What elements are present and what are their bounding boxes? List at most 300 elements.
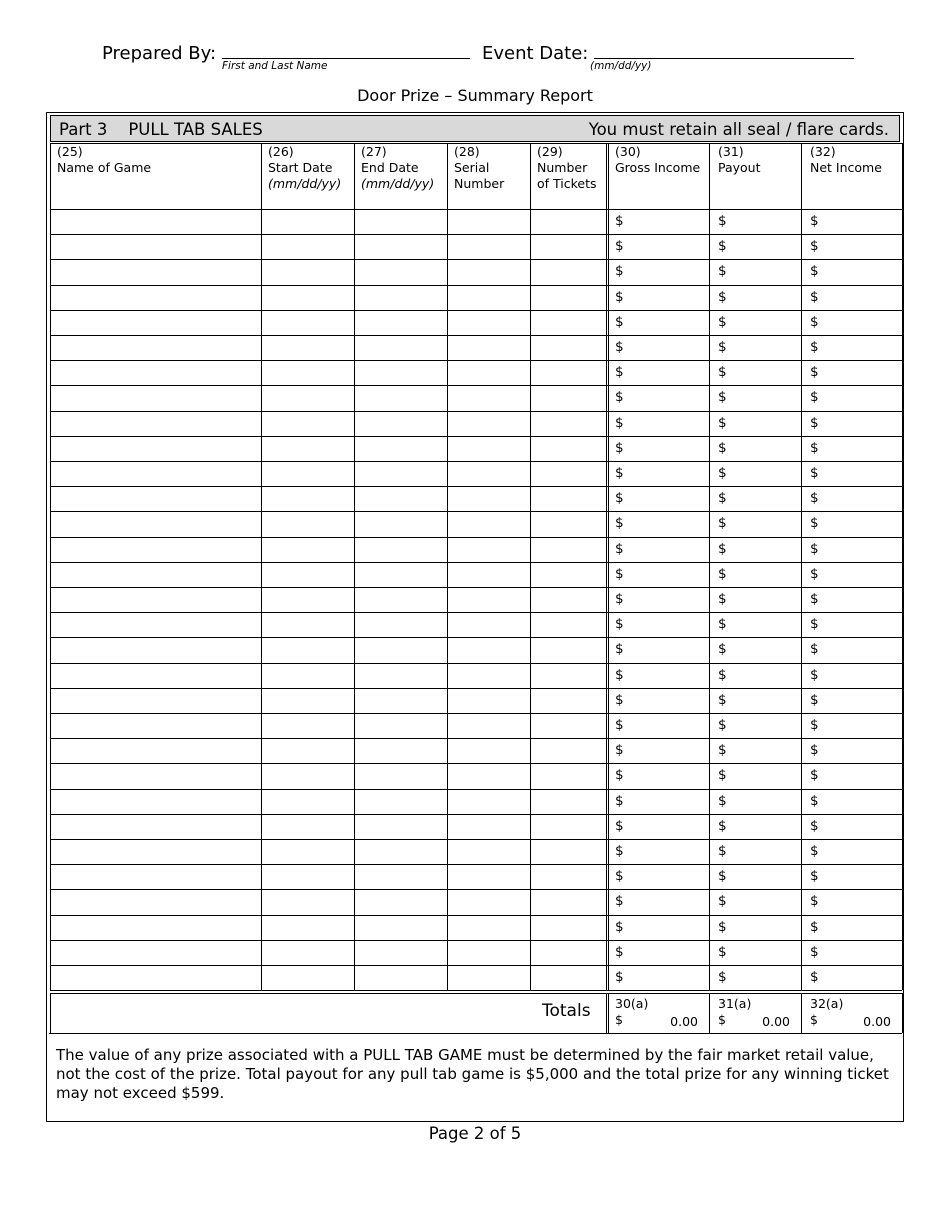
table-cell[interactable] [531, 865, 605, 888]
table-cell[interactable] [262, 689, 353, 712]
table-cell[interactable] [802, 613, 901, 636]
table-cell[interactable] [710, 865, 800, 888]
table-cell[interactable] [710, 210, 800, 233]
table-cell[interactable] [802, 437, 901, 460]
table-cell[interactable] [51, 840, 260, 863]
table-cell[interactable] [802, 412, 901, 435]
table-cell[interactable] [710, 890, 800, 913]
table-cell[interactable] [710, 588, 800, 611]
table-cell[interactable] [531, 487, 605, 510]
table-cell[interactable] [355, 664, 446, 687]
table-cell[interactable] [448, 412, 529, 435]
table-cell[interactable] [355, 966, 446, 989]
table-cell[interactable] [531, 437, 605, 460]
table-cell[interactable] [355, 260, 446, 283]
table-cell[interactable] [448, 210, 529, 233]
table-cell[interactable] [531, 890, 605, 913]
table-cell[interactable] [710, 260, 800, 283]
table-cell[interactable] [531, 361, 605, 384]
table-cell[interactable] [355, 613, 446, 636]
table-cell[interactable] [448, 487, 529, 510]
currency-symbol: $ [810, 969, 819, 985]
table-cell[interactable] [802, 538, 901, 561]
table-cell[interactable] [531, 689, 605, 712]
column-number: (27) [361, 144, 387, 159]
table-cell[interactable] [262, 840, 353, 863]
table-cell[interactable] [51, 790, 260, 813]
table-cell[interactable] [802, 260, 901, 283]
currency-symbol: $ [615, 817, 624, 834]
table-cell[interactable] [710, 286, 800, 309]
table-cell[interactable] [710, 664, 800, 687]
report-title: Door Prize – Summary Report [357, 86, 593, 105]
column-header [718, 144, 800, 176]
table-cell[interactable] [51, 462, 260, 485]
table-cell[interactable] [607, 563, 708, 586]
table-cell[interactable] [802, 563, 901, 586]
table-cell[interactable] [802, 361, 901, 384]
table-cell[interactable] [355, 890, 446, 913]
table-cell[interactable] [51, 361, 260, 384]
table-cell[interactable] [802, 664, 901, 687]
table-cell[interactable] [448, 286, 529, 309]
total-cell[interactable] [609, 994, 708, 1032]
table-cell[interactable] [802, 588, 901, 611]
table-cell[interactable] [802, 487, 901, 510]
table-cell[interactable] [448, 588, 529, 611]
table-cell[interactable] [607, 412, 708, 435]
currency-symbol: $ [718, 238, 727, 255]
table-cell[interactable] [607, 790, 708, 813]
table-cell[interactable] [802, 235, 901, 258]
currency-symbol: $ [718, 313, 727, 330]
table-cell[interactable] [262, 260, 353, 283]
table-cell[interactable] [355, 311, 446, 334]
table-cell[interactable] [355, 538, 446, 561]
table-cell[interactable] [531, 739, 605, 762]
table-cell[interactable] [448, 260, 529, 283]
table-cell[interactable] [262, 790, 353, 813]
table-cell[interactable] [607, 613, 708, 636]
table-cell[interactable] [448, 361, 529, 384]
currency-symbol: $ [718, 439, 727, 456]
table-cell[interactable] [802, 336, 901, 359]
table-cell[interactable] [802, 638, 901, 661]
table-cell[interactable] [355, 840, 446, 863]
table-cell[interactable] [802, 764, 901, 787]
part-label: Part 3 [59, 120, 108, 139]
table-cell[interactable] [607, 437, 708, 460]
table-cell[interactable] [710, 790, 800, 813]
table-cell[interactable] [607, 941, 708, 964]
table-cell[interactable] [262, 437, 353, 460]
table-cell[interactable] [262, 638, 353, 661]
table-cell[interactable] [51, 613, 260, 636]
table-cell[interactable] [448, 790, 529, 813]
table-cell[interactable] [262, 538, 353, 561]
table-cell[interactable] [262, 311, 353, 334]
table-cell[interactable] [51, 689, 260, 712]
currency-symbol: $ [615, 1012, 623, 1028]
table-cell[interactable] [531, 336, 605, 359]
table-cell[interactable] [607, 890, 708, 913]
table-cell[interactable] [710, 764, 800, 787]
table-cell[interactable] [51, 714, 260, 737]
table-cell[interactable] [710, 361, 800, 384]
table-cell[interactable] [262, 739, 353, 762]
part-title [59, 120, 263, 139]
table-cell[interactable] [710, 815, 800, 838]
table-cell[interactable] [607, 311, 708, 334]
table-cell[interactable] [262, 815, 353, 838]
table-cell[interactable] [355, 865, 446, 888]
table-cell[interactable] [51, 664, 260, 687]
table-cell[interactable] [802, 966, 901, 989]
table-cell[interactable] [51, 865, 260, 888]
column-header [57, 144, 258, 176]
table-cell[interactable] [262, 613, 353, 636]
currency-symbol: $ [718, 288, 727, 305]
table-cell[interactable] [607, 286, 708, 309]
table-cell[interactable] [355, 790, 446, 813]
table-cell[interactable] [355, 941, 446, 964]
table-cell[interactable] [531, 462, 605, 485]
table-cell[interactable] [802, 790, 901, 813]
table-cell[interactable] [355, 739, 446, 762]
table-cell[interactable] [710, 336, 800, 359]
table-cell[interactable] [531, 563, 605, 586]
table-cell[interactable] [262, 764, 353, 787]
table-cell[interactable] [531, 714, 605, 737]
column-label: Payout [718, 160, 761, 175]
table-cell[interactable] [710, 386, 800, 409]
currency-symbol: $ [810, 565, 819, 582]
table-cell[interactable] [355, 714, 446, 737]
table-cell[interactable] [710, 487, 800, 510]
table-cell[interactable] [448, 638, 529, 661]
table-cell[interactable] [607, 588, 708, 611]
table-cell[interactable] [531, 966, 605, 989]
table-cell[interactable] [531, 311, 605, 334]
table-cell[interactable] [355, 462, 446, 485]
table-cell[interactable] [607, 361, 708, 384]
table-cell[interactable] [531, 286, 605, 309]
currency-symbol: $ [615, 717, 624, 733]
currency-symbol: $ [810, 1012, 818, 1028]
table-cell[interactable] [531, 840, 605, 863]
table-cell[interactable] [355, 764, 446, 787]
column-header [537, 144, 603, 192]
table-cell[interactable] [262, 487, 353, 510]
currency-symbol: $ [810, 666, 819, 683]
table-cell[interactable] [51, 437, 260, 460]
table-cell[interactable] [262, 512, 353, 535]
table-cell[interactable] [531, 790, 605, 813]
currency-symbol: $ [615, 515, 624, 532]
table-cell[interactable] [262, 890, 353, 913]
table-cell[interactable] [710, 916, 800, 939]
total-cell[interactable] [804, 994, 901, 1032]
table-cell[interactable] [262, 235, 353, 258]
table-cell[interactable] [802, 512, 901, 535]
table-cell[interactable] [531, 613, 605, 636]
table-cell[interactable] [262, 941, 353, 964]
currency-symbol: $ [615, 691, 624, 708]
table-cell[interactable] [710, 235, 800, 258]
table-cell[interactable] [355, 437, 446, 460]
table-cell[interactable] [607, 916, 708, 939]
table-cell[interactable] [448, 840, 529, 863]
table-cell[interactable] [51, 739, 260, 762]
table-cell[interactable] [607, 664, 708, 687]
table-cell[interactable] [607, 966, 708, 989]
table-cell[interactable] [355, 815, 446, 838]
table-cell[interactable] [355, 361, 446, 384]
table-cell[interactable] [448, 563, 529, 586]
table-cell[interactable] [802, 865, 901, 888]
table-cell[interactable] [51, 966, 260, 989]
table-cell[interactable] [607, 714, 708, 737]
table-cell[interactable] [51, 638, 260, 661]
table-cell[interactable] [51, 260, 260, 283]
table-cell[interactable] [51, 386, 260, 409]
table-cell[interactable] [51, 235, 260, 258]
table-cell[interactable] [531, 916, 605, 939]
table-cell[interactable] [355, 235, 446, 258]
table-cell[interactable] [448, 714, 529, 737]
currency-symbol: $ [718, 969, 727, 985]
table-cell[interactable] [607, 462, 708, 485]
table-cell[interactable] [448, 739, 529, 762]
currency-symbol: $ [810, 313, 819, 330]
table-cell[interactable] [448, 941, 529, 964]
column-header [810, 144, 901, 176]
table-cell[interactable] [262, 386, 353, 409]
table-cell[interactable] [51, 412, 260, 435]
table-cell[interactable] [51, 311, 260, 334]
column-label: Number of Tickets [537, 160, 597, 191]
table-cell[interactable] [448, 613, 529, 636]
table-cell[interactable] [262, 336, 353, 359]
table-cell[interactable] [448, 386, 529, 409]
currency-symbol: $ [615, 641, 624, 658]
currency-symbol: $ [615, 792, 624, 809]
table-cell[interactable] [607, 865, 708, 888]
currency-symbol: $ [615, 313, 624, 330]
table-cell[interactable] [51, 916, 260, 939]
table-cell[interactable] [710, 966, 800, 989]
table-cell[interactable] [607, 815, 708, 838]
table-cell[interactable] [262, 588, 353, 611]
table-cell[interactable] [802, 386, 901, 409]
table-cell[interactable] [448, 764, 529, 787]
table-cell[interactable] [710, 563, 800, 586]
table-cell[interactable] [355, 588, 446, 611]
table-cell[interactable] [710, 462, 800, 485]
table-cell[interactable] [531, 538, 605, 561]
table-cell[interactable] [531, 941, 605, 964]
table-cell[interactable] [802, 311, 901, 334]
table-cell[interactable] [802, 689, 901, 712]
table-cell[interactable] [51, 890, 260, 913]
table-cell[interactable] [448, 865, 529, 888]
table-cell[interactable] [448, 336, 529, 359]
table-cell[interactable] [802, 286, 901, 309]
table-cell[interactable] [355, 689, 446, 712]
table-cell[interactable] [607, 235, 708, 258]
table-cell[interactable] [448, 664, 529, 687]
total-value: 0.00 [863, 1014, 891, 1030]
table-cell[interactable] [448, 916, 529, 939]
table-cell[interactable] [51, 588, 260, 611]
table-cell[interactable] [262, 664, 353, 687]
table-cell[interactable] [531, 260, 605, 283]
table-cell[interactable] [607, 764, 708, 787]
table-cell[interactable] [607, 840, 708, 863]
table-cell[interactable] [262, 865, 353, 888]
table-cell[interactable] [51, 286, 260, 309]
table-cell[interactable] [51, 941, 260, 964]
table-cell[interactable] [355, 487, 446, 510]
table-cell[interactable] [710, 538, 800, 561]
table-cell[interactable] [51, 336, 260, 359]
table-cell[interactable] [531, 210, 605, 233]
table-cell[interactable] [355, 286, 446, 309]
table-cell[interactable] [710, 689, 800, 712]
table-cell[interactable] [262, 286, 353, 309]
table-cell[interactable] [531, 764, 605, 787]
table-cell[interactable] [262, 412, 353, 435]
table-cell[interactable] [531, 588, 605, 611]
table-cell[interactable] [802, 916, 901, 939]
table-cell[interactable] [607, 638, 708, 661]
table-cell[interactable] [262, 916, 353, 939]
table-cell[interactable] [607, 739, 708, 762]
table-cell[interactable] [607, 689, 708, 712]
table-cell[interactable] [355, 210, 446, 233]
column-label: Net Income [810, 160, 882, 175]
table-cell[interactable] [710, 941, 800, 964]
table-cell[interactable] [531, 235, 605, 258]
table-cell[interactable] [710, 739, 800, 762]
currency-symbol: $ [718, 540, 727, 557]
table-cell[interactable] [531, 815, 605, 838]
currency-symbol: $ [615, 238, 624, 255]
currency-symbol: $ [718, 490, 727, 507]
currency-symbol: $ [810, 943, 819, 960]
table-cell[interactable] [802, 462, 901, 485]
table-cell[interactable] [710, 613, 800, 636]
total-cell[interactable] [712, 994, 800, 1032]
table-cell[interactable] [607, 538, 708, 561]
currency-symbol: $ [615, 943, 624, 960]
table-cell[interactable] [262, 563, 353, 586]
currency-symbol: $ [718, 868, 727, 885]
currency-symbol: $ [615, 565, 624, 582]
currency-symbol: $ [810, 339, 819, 355]
table-cell[interactable] [531, 512, 605, 535]
event-date-input[interactable] [594, 42, 854, 59]
table-cell[interactable] [607, 487, 708, 510]
table-cell[interactable] [710, 840, 800, 863]
table-cell[interactable] [607, 336, 708, 359]
table-cell[interactable] [51, 764, 260, 787]
table-cell[interactable] [607, 386, 708, 409]
table-cell[interactable] [710, 714, 800, 737]
table-cell[interactable] [710, 437, 800, 460]
table-cell[interactable] [607, 260, 708, 283]
currency-symbol: $ [810, 263, 819, 280]
table-cell[interactable] [448, 235, 529, 258]
table-cell[interactable] [51, 512, 260, 535]
table-cell[interactable] [802, 941, 901, 964]
table-cell[interactable] [355, 386, 446, 409]
table-cell[interactable] [448, 966, 529, 989]
table-cell[interactable] [802, 890, 901, 913]
table-cell[interactable] [262, 714, 353, 737]
prepared-by-input[interactable] [222, 42, 470, 59]
totals-vline [606, 993, 607, 1033]
table-cell[interactable] [51, 815, 260, 838]
table-cell[interactable] [448, 689, 529, 712]
table-cell[interactable] [355, 412, 446, 435]
table-cell[interactable] [607, 512, 708, 535]
column-label: Start Date [268, 160, 333, 175]
table-cell[interactable] [448, 512, 529, 535]
table-cell[interactable] [51, 538, 260, 561]
table-cell[interactable] [262, 361, 353, 384]
table-cell[interactable] [51, 487, 260, 510]
table-cell[interactable] [448, 462, 529, 485]
table-cell[interactable] [802, 714, 901, 737]
table-cell[interactable] [355, 336, 446, 359]
table-cell[interactable] [531, 664, 605, 687]
table-cell[interactable] [802, 739, 901, 762]
table-cell[interactable] [448, 437, 529, 460]
table-cell[interactable] [710, 512, 800, 535]
table-cell[interactable] [802, 210, 901, 233]
currency-symbol: $ [718, 515, 727, 532]
table-cell[interactable] [51, 210, 260, 233]
table-cell[interactable] [448, 890, 529, 913]
table-cell[interactable] [710, 638, 800, 661]
table-cell[interactable] [355, 916, 446, 939]
table-cell[interactable] [531, 638, 605, 661]
table-cell[interactable] [448, 815, 529, 838]
table-cell[interactable] [802, 840, 901, 863]
table-cell[interactable] [355, 563, 446, 586]
table-cell[interactable] [531, 386, 605, 409]
table-cell[interactable] [802, 815, 901, 838]
currency-symbol: $ [810, 389, 819, 406]
currency-symbol: $ [615, 389, 624, 406]
pull-tab-form [46, 112, 904, 1122]
table-cell[interactable] [262, 462, 353, 485]
table-cell[interactable] [262, 966, 353, 989]
table-cell[interactable] [531, 412, 605, 435]
column-header [361, 144, 444, 192]
table-cell[interactable] [262, 210, 353, 233]
column-number: (31) [718, 144, 744, 159]
table-cell[interactable] [448, 538, 529, 561]
table-cell[interactable] [607, 210, 708, 233]
table-cell[interactable] [51, 563, 260, 586]
table-cell[interactable] [710, 412, 800, 435]
table-cell[interactable] [448, 311, 529, 334]
table-cell[interactable] [710, 311, 800, 334]
table-cell[interactable] [355, 512, 446, 535]
table-cell[interactable] [355, 638, 446, 661]
